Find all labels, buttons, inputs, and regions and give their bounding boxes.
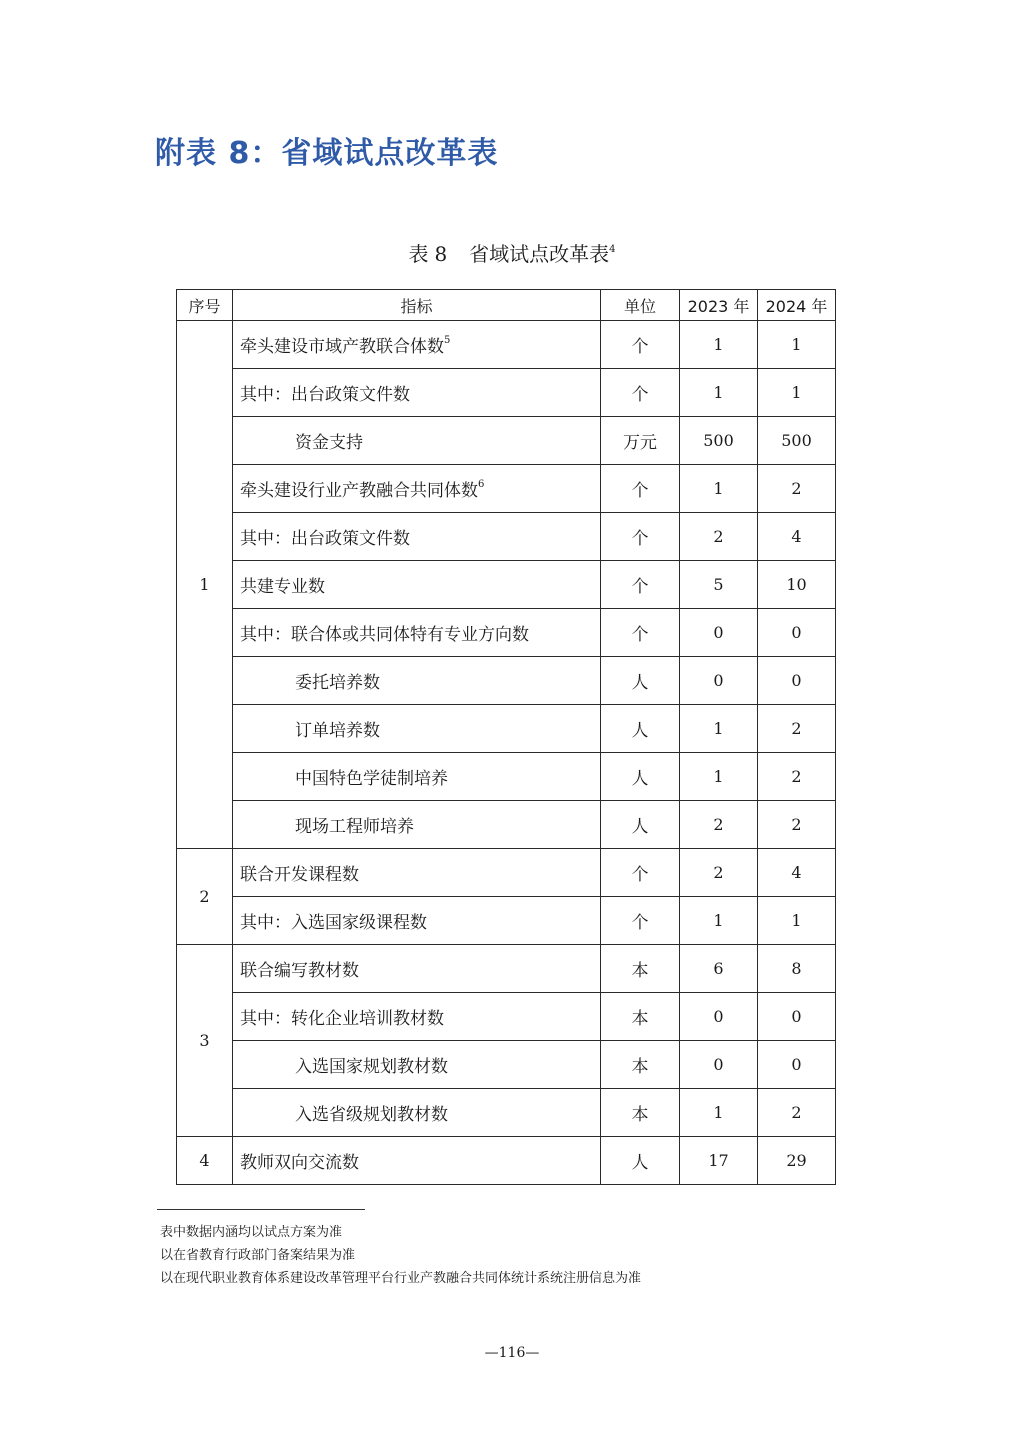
indicator-cell [233,801,601,849]
indicator-cell [233,849,601,897]
value-2023-cell: 1 [680,1089,758,1137]
unit-cell: 人 [601,705,680,753]
table-row [177,801,836,849]
value-2023-cell: 0 [680,993,758,1041]
value-2023-cell: 6 [680,945,758,993]
caption-footnote-ref: 4 [609,244,616,255]
value-2024-cell: 1 [758,369,836,417]
value-2024-cell: 8 [758,945,836,993]
table-row [177,417,836,465]
value-2023-cell: 0 [680,1041,758,1089]
value-2023-cell: 2 [680,513,758,561]
indicator-text: 牵头建设市域产教联合体数 [240,337,444,357]
value-2024-cell: 0 [758,993,836,1041]
indicator-text: 其中：联合体或共同体特有专业方向数 [240,625,529,645]
value-2023-cell: 17 [680,1137,758,1185]
indicator-cell [233,1137,601,1185]
value-2023-cell: 1 [680,897,758,945]
header-indicator: 指标 [233,290,601,321]
value-2024-cell: 4 [758,849,836,897]
indicator-cell [233,609,601,657]
indicator-cell [233,513,601,561]
indicator-cell [233,753,601,801]
indicator-text: 入选省级规划教材数 [295,1105,448,1125]
unit-cell: 本 [601,1089,680,1137]
unit-cell: 万元 [601,417,680,465]
table-row [177,1089,836,1137]
indicator-cell [233,417,601,465]
indicator-text: 联合开发课程数 [240,865,359,885]
unit-cell: 个 [601,897,680,945]
value-2023-cell: 0 [680,609,758,657]
value-2023-cell: 1 [680,369,758,417]
indicator-cell [233,561,601,609]
indicator-text: 委托培养数 [295,673,380,693]
table-row [177,609,836,657]
header-unit: 单位 [601,290,680,321]
footnote-ref: 6 [478,479,485,490]
page-heading: 附表 8：省域试点改革表 [155,136,499,171]
indicator-text: 中国特色学徒制培养 [295,769,448,789]
value-2024-cell: 2 [758,801,836,849]
seq-cell: 2 [177,849,233,945]
caption-number: 8 [434,242,448,266]
unit-cell: 个 [601,609,680,657]
footnotes [160,1221,641,1290]
indicator-text: 其中：出台政策文件数 [240,529,410,549]
unit-cell: 个 [601,369,680,417]
header-seq: 序号 [177,290,233,321]
footnote: 表中数据内涵均以试点方案为准 [160,1225,343,1240]
table-row [177,561,836,609]
value-2023-cell: 1 [680,321,758,369]
indicator-cell [233,321,601,369]
indicator-text: 资金支持 [295,433,363,453]
value-2023-cell: 500 [680,417,758,465]
value-2023-cell: 1 [680,753,758,801]
table-caption [0,238,1024,267]
value-2024-cell: 29 [758,1137,836,1185]
table-row [177,945,836,993]
value-2024-cell: 0 [758,657,836,705]
unit-cell: 个 [601,561,680,609]
value-2024-cell: 2 [758,1089,836,1137]
value-2024-cell: 2 [758,753,836,801]
header-2023: 2023 年 [680,290,758,321]
indicator-cell [233,657,601,705]
caption-title: 省域试点改革表 [469,242,610,266]
value-2024-cell: 0 [758,609,836,657]
table-row [177,993,836,1041]
header-2024: 2024 年 [758,290,836,321]
unit-cell: 个 [601,849,680,897]
value-2024-cell: 4 [758,513,836,561]
indicator-cell [233,465,601,513]
table-row [177,897,836,945]
indicator-text: 共建专业数 [240,577,325,597]
unit-cell: 个 [601,465,680,513]
page-number: —116— [484,1345,540,1361]
unit-cell: 本 [601,993,680,1041]
value-2024-cell: 500 [758,417,836,465]
indicator-text: 入选国家规划教材数 [295,1057,448,1077]
footnote: 以在现代职业教育体系建设改革管理平台行业产教融合共同体统计系统注册信息为准 [160,1271,642,1286]
indicator-cell [233,705,601,753]
unit-cell: 本 [601,1041,680,1089]
table-row [177,513,836,561]
indicator-cell [233,1041,601,1089]
indicator-cell [233,945,601,993]
indicator-text: 联合编写教材数 [240,961,359,981]
indicator-text: 现场工程师培养 [295,817,414,837]
table-row [177,321,836,369]
value-2023-cell: 2 [680,801,758,849]
value-2024-cell: 2 [758,705,836,753]
unit-cell: 人 [601,801,680,849]
value-2024-cell: 10 [758,561,836,609]
seq-cell: 4 [177,1137,233,1185]
table-row [177,705,836,753]
table-row [177,369,836,417]
table-row [177,753,836,801]
unit-cell: 个 [601,513,680,561]
indicator-text: 教师双向交流数 [240,1153,359,1173]
indicator-text: 其中：入选国家级课程数 [240,913,427,933]
seq-cell: 3 [177,945,233,1137]
reform-table [176,289,836,1185]
unit-cell: 个 [601,321,680,369]
value-2023-cell: 1 [680,705,758,753]
value-2023-cell: 5 [680,561,758,609]
table-body [177,321,836,1185]
unit-cell: 人 [601,1137,680,1185]
indicator-cell [233,993,601,1041]
footnote-divider [157,1209,365,1210]
unit-cell: 人 [601,753,680,801]
value-2024-cell: 1 [758,897,836,945]
footnote: 以在省教育行政部门备案结果为准 [160,1248,356,1263]
table-header-row [177,290,836,321]
indicator-cell [233,897,601,945]
value-2024-cell: 0 [758,1041,836,1089]
value-2023-cell: 2 [680,849,758,897]
value-2023-cell: 0 [680,657,758,705]
table-row [177,1137,836,1185]
footnote-ref: 5 [444,335,451,346]
table-row [177,849,836,897]
indicator-cell [233,1089,601,1137]
table-row [177,465,836,513]
unit-cell: 人 [601,657,680,705]
table-row [177,657,836,705]
value-2024-cell: 2 [758,465,836,513]
value-2024-cell: 1 [758,321,836,369]
indicator-text: 牵头建设行业产教融合共同体数 [240,481,478,501]
indicator-text: 其中：出台政策文件数 [240,385,410,405]
value-2023-cell: 1 [680,465,758,513]
unit-cell: 本 [601,945,680,993]
caption-prefix: 表 [408,242,429,266]
indicator-cell [233,369,601,417]
indicator-text: 订单培养数 [295,721,380,741]
table-row [177,1041,836,1089]
seq-cell: 1 [177,321,233,849]
indicator-text: 其中：转化企业培训教材数 [240,1009,444,1029]
